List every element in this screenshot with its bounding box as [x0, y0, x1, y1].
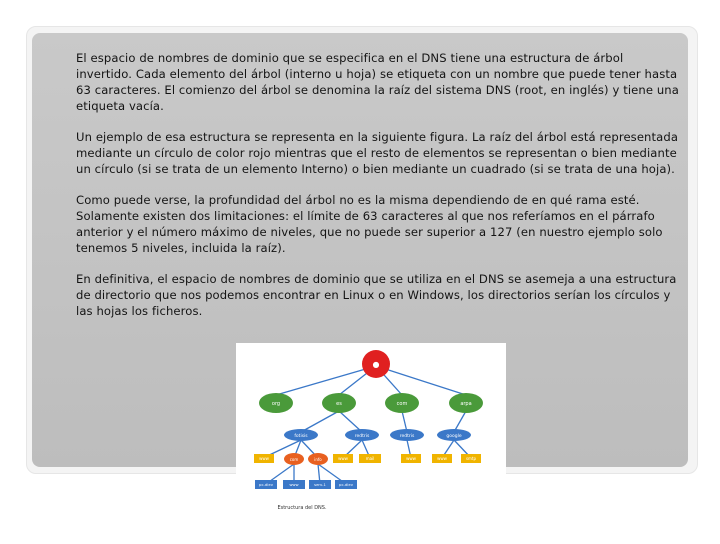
paragraph-2: Un ejemplo de esa estructura se representa en la siguiente figura. La raíz del árbol está representada mediante un círculo de color rojo mientras que el resto de elementos se representan o bien mediante un círculo (si se trata de un elemento Interno) o bien mediante un cuadrado (si se trata de una hoja). [76, 130, 679, 176]
label-mail: mail [365, 456, 375, 461]
label-org: org [271, 401, 281, 407]
label-redtris-1: redtris [354, 434, 370, 439]
label-www-4: www [437, 456, 447, 461]
level2-nodes [284, 429, 471, 441]
figure-caption: Estructura del DNS. [277, 505, 327, 511]
paragraph-4: En definitiva, el espacio de nombres de dominio que se utiliza en el DNS se asemeja a una estructura de directorio que nos podemos encontrar en Linux o en Windows, los directorios serían los círculos y las hojas los ficheros. [76, 272, 677, 318]
label-com: com [396, 401, 408, 407]
label-www-2: www [338, 456, 348, 461]
label-info: info [314, 457, 322, 462]
paragraph-3: Como puede verse, la profundidad del árbol no es la misma dependiendo de en qué rama esté. Solamente existen dos limitaciones: el límite de 63 caracteres al que nos referíamos en el párrafo anterior y el número máximo de niveles, que no puede ser superior a 127 (en nuestro ejemplo solo tenemos 5 niveles, incluida la raíz). [76, 193, 663, 255]
paragraph-1: El espacio de nombres de dominio que se especifica en el DNS tiene una estructura de árbol invertido. Cada elemento del árbol (interno u hoja) se etiqueta con un nombre que puede tener hasta 63 caracteres. El comienzo del árbol se denomina la raíz del sistema DNS (root, en inglés) y tiene una etiqueta vacía. [76, 51, 679, 113]
level3-nodes [254, 453, 481, 465]
label-redtris-2: redtris [399, 434, 415, 439]
dns-tree-figure [236, 343, 506, 540]
root-label: ● [372, 360, 380, 369]
level1-nodes [259, 393, 483, 413]
label-www-3: www [406, 456, 416, 461]
label-arpa: arpa [460, 401, 472, 407]
label-pc-dlev-2: pc-dlev [339, 482, 353, 487]
label-fotisis: fotisis [294, 434, 308, 439]
label-www-1: www [259, 456, 269, 461]
label-pc-dlev-1: pc-dlev [259, 482, 273, 487]
label-www-5: www [289, 482, 299, 487]
label-smtp: smtp [465, 456, 477, 461]
dns-tree-diagram [236, 343, 506, 540]
tree-edges [263, 366, 471, 484]
label-es: es [336, 401, 342, 407]
label-google: google [446, 434, 462, 439]
label-serv-1: serv-1 [314, 482, 326, 487]
body-text [76, 50, 680, 334]
level4-nodes [255, 480, 357, 489]
label-com-sub: com [289, 457, 299, 462]
